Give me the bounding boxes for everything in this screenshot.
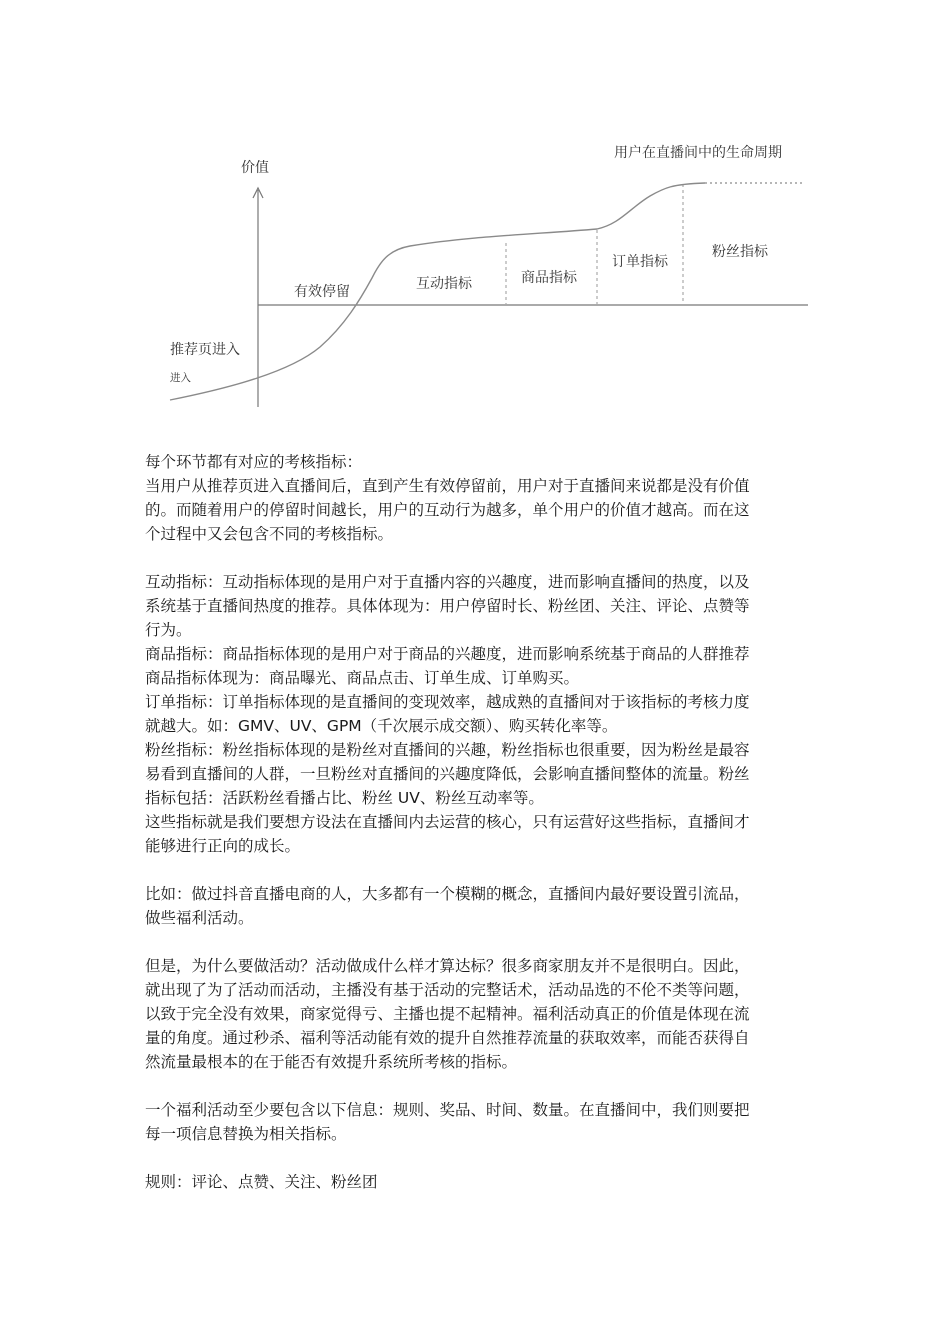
text-line: 但是，为什么要做活动？活动做成什么样才算达标？很多商家朋友并不是很明白。因此， [145,957,750,975]
start-label: 推荐页进入 [170,342,240,358]
paragraph-gap [145,1146,810,1170]
text-line: 当用户从推荐页进入直播间后，直到产生有效停留前，用户对于直播间来说都是没有价值 [145,477,750,495]
text-line: 就越大。如：GMV、UV、GPM（千次展示成交额）、购买转化率等。 [145,717,618,735]
text-line: 行为。 [145,621,192,639]
paragraph-gap [145,930,810,954]
article-body [145,450,810,1194]
diagram-title: 用户在直播间中的生命周期 [614,145,782,161]
text-line: 规则：评论、点赞、关注、粉丝团 [145,1173,378,1191]
text-line: 一个福利活动至少要包含以下信息：规则、奖品、时间、数量。在直播间中，我们则要把 [145,1101,750,1119]
stage-label: 互动指标 [416,276,472,292]
paragraph-gap [145,1074,810,1098]
text-line: 每个环节都有对应的考核指标： [145,453,363,471]
text-line: 系统基于直播间热度的推荐。具体体现为：用户停留时长、粉丝团、关注、评论、点赞等 [145,597,750,615]
text-line: 互动指标：互动指标体现的是用户对于直播内容的兴趣度，进而影响直播间的热度，以及 [145,573,750,591]
text-line: 易看到直播间的人群，一旦粉丝对直播间的兴趣度降低，会影响直播间整体的流量。粉丝 [145,765,750,783]
text-line: 每一项信息替换为相关指标。 [145,1125,347,1143]
text-line: 比如：做过抖音直播电商的人，大多都有一个模糊的概念，直播间内最好要设置引流品， [145,885,750,903]
paragraph-gap [145,546,810,570]
text-line: 然流量最根本的在于能否有效提升系统所考核的指标。 [145,1053,518,1071]
text-line: 商品指标体现为：商品曝光、商品点击、订单生成、订单购买。 [145,669,580,687]
text-line: 就出现了为了活动而活动，主播没有基于活动的完整话术，活动品选的不伦不类等问题， [145,981,750,999]
start-sublabel: 进入 [170,372,191,384]
stage-label: 有效停留 [294,284,350,300]
text-line: 订单指标：订单指标体现的是直播间的变现效率，越成熟的直播间对于该指标的考核力度 [145,693,750,711]
lifecycle-diagram [0,0,950,440]
text-line: 做些福利活动。 [145,909,254,927]
text-line: 商品指标：商品指标体现的是用户对于商品的兴趣度，进而影响系统基于商品的人群推荐 [145,645,750,663]
stage-label: 订单指标 [612,254,668,270]
text-line: 量的角度。通过秒杀、福利等活动能有效的提升自然推荐流量的获取效率，而能否获得自 [145,1029,750,1047]
text-line: 以致于完全没有效果，商家觉得亏、主播也提不起精神。福利活动真正的价值是体现在流 [145,1005,750,1023]
text-line: 个过程中又会包含不同的考核指标。 [145,525,394,543]
paragraph-gap [145,858,810,882]
text-line: 这些指标就是我们要想方设法在直播间内去运营的核心，只有运营好这些指标，直播间才 [145,813,750,831]
text-line: 指标包括：活跃粉丝看播占比、粉丝 UV、粉丝互动率等。 [145,789,544,807]
text-line: 粉丝指标：粉丝指标体现的是粉丝对直播间的兴趣，粉丝指标也很重要，因为粉丝是最容 [145,741,750,759]
stage-label: 商品指标 [521,270,577,286]
y-axis-label: 价值 [241,160,269,176]
stage-label: 粉丝指标 [712,244,768,260]
text-line: 的。而随着用户的停留时间越长，用户的互动行为越多，单个用户的价值才越高。而在这 [145,501,750,519]
text-line: 能够进行正向的成长。 [145,837,301,855]
